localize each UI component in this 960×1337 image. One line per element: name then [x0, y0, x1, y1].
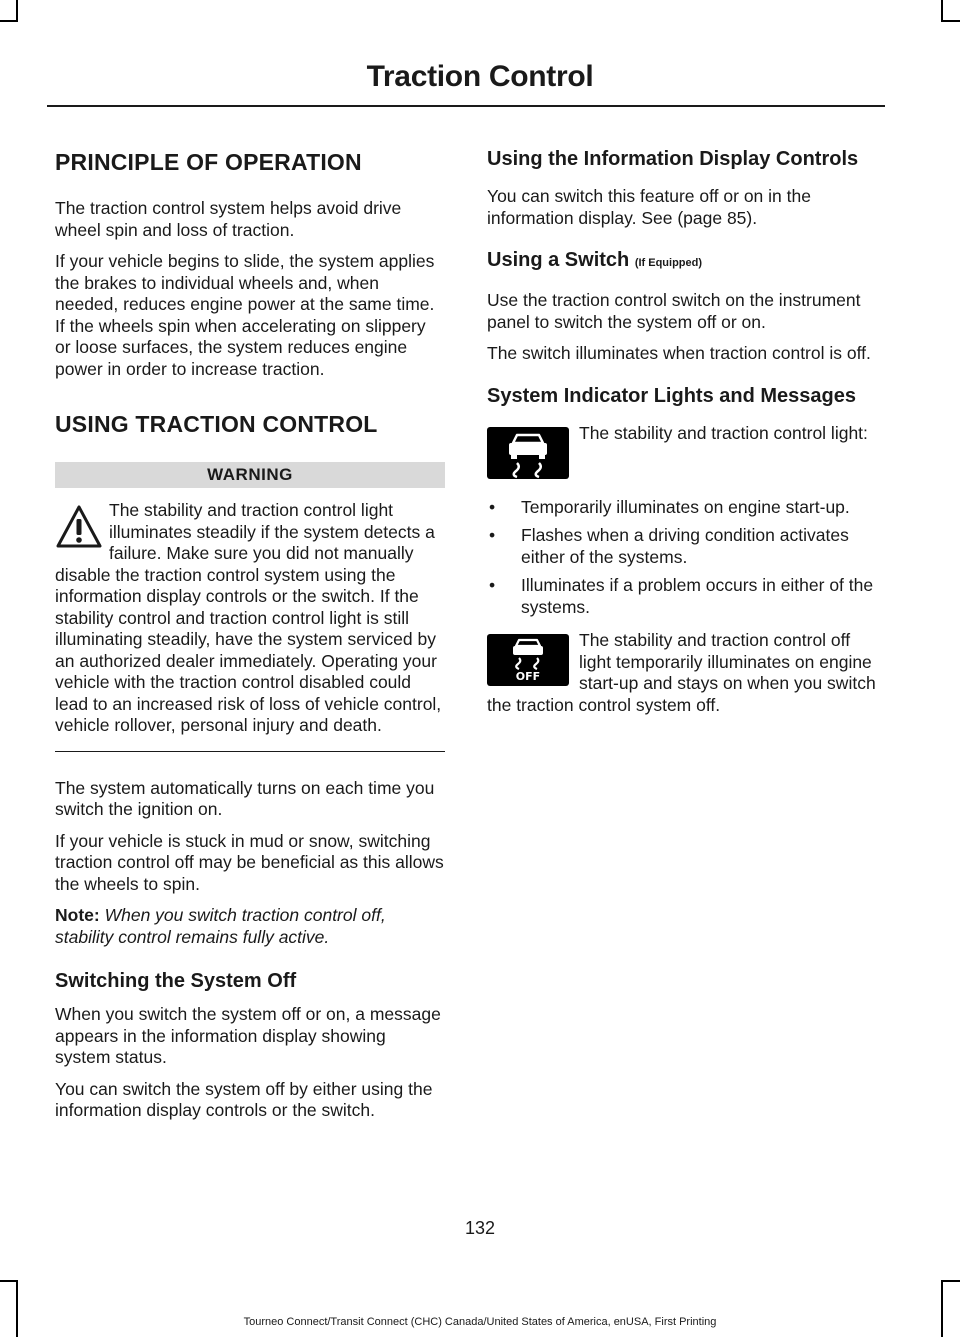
stability-control-icon: [487, 427, 569, 479]
indicator-heading: System Indicator Lights and Messages: [487, 384, 856, 407]
crop-mark: [942, 20, 960, 22]
stability-off-indicator-text: The stability and traction control off light temporarily illuminates on engine start-up and stays on when you switch the traction control system off.: [487, 630, 876, 715]
stability-indicator-text: The stability and traction control light:: [579, 422, 868, 443]
message-paragraph: When you switch the system off or on, a message appears in the information display showing system status.: [55, 1004, 441, 1067]
crop-mark: [941, 1280, 943, 1337]
list-item: • Illuminates if a problem occurs in either of the systems.: [487, 575, 881, 618]
publication-footer: Tourneo Connect/Transit Connect (CHC) Canada/United States of America, enUSA, First Printing: [243, 1316, 717, 1328]
right-column: [487, 148, 881, 738]
note-paragraph: [55, 905, 445, 948]
crop-mark: [16, 1280, 18, 1337]
if-equipped-label: (If Equipped): [634, 257, 703, 269]
either-paragraph: You can switch the system off by either using the information display controls or the switch.: [55, 1078, 433, 1120]
warning-triangle-icon: [55, 504, 103, 550]
crop-mark: [0, 20, 18, 22]
principle-paragraph-1: The traction control system helps avoid drive wheel spin and loss of traction.: [55, 198, 402, 240]
page-title: Traction Control: [366, 60, 594, 93]
switch-heading: [487, 249, 881, 274]
info-display-paragraph: You can switch this feature off or on in the information display. See (page 85).: [487, 186, 811, 228]
principle-heading: PRINCIPLE OF OPERATION: [55, 149, 362, 175]
stability-control-off-icon: [487, 634, 569, 686]
crop-mark: [0, 1280, 18, 1282]
warning-text: The stability and traction control light illuminates steadily if the system detects a failure. Make sure you did not manually disable the traction control system using the information display controls or the switch. If the stability control and traction control light is still illuminating steadily, have the system serviced by an authorized dealer immediately. Operating your vehicle with the traction control disabled could lead to an increased risk of loss of vehicle control, vehicle rollover, personal injury and death.: [55, 500, 442, 735]
list-item: • Flashes when a driving condition activates either of the systems.: [487, 525, 881, 568]
off-label: OFF: [515, 670, 541, 683]
warning-label: WARNING: [55, 462, 445, 488]
using-heading: USING TRACTION CONTROL: [55, 411, 378, 437]
switch-heading-text: Using a Switch: [487, 249, 630, 271]
note-text: When you switch traction control off, stability control remains fully active.: [55, 905, 386, 947]
left-column: [55, 148, 445, 1132]
switch-off-heading: Switching the System Off: [55, 970, 297, 992]
stability-indicator-block: [487, 423, 881, 485]
warning-divider: [55, 751, 445, 752]
header-divider: [47, 105, 885, 107]
indicator-bullet-list: [487, 497, 881, 619]
page-number: 132: [464, 1218, 496, 1238]
switch-paragraph-1: Use the traction control switch on the instrument panel to switch the system off or on.: [487, 290, 861, 332]
warning-box: [55, 500, 445, 752]
note-label: Note:: [55, 905, 100, 925]
crop-mark: [941, 0, 943, 22]
switch-paragraph-2: The switch illuminates when traction control is off.: [487, 343, 871, 363]
list-item: • Temporarily illuminates on engine start-up.: [487, 497, 881, 519]
auto-paragraph: The system automatically turns on each time you switch the ignition on.: [55, 777, 435, 819]
info-display-heading: Using the Information Display Controls: [487, 148, 859, 170]
stuck-paragraph: If your vehicle is stuck in mud or snow, switching traction control off may be beneficial as this allows the wheels to spin.: [55, 830, 444, 894]
crop-mark: [942, 1280, 960, 1282]
crop-mark: [16, 0, 18, 22]
principle-paragraph-2: If your vehicle begins to slide, the system applies the brakes to individual wheels and, when needed, reduces engine power at the same time. If the wheels spin when accelerating on slippery or loose surfaces, the system reduces engine power in order to increase traction.: [55, 251, 435, 379]
stability-off-indicator-block: [487, 630, 881, 726]
